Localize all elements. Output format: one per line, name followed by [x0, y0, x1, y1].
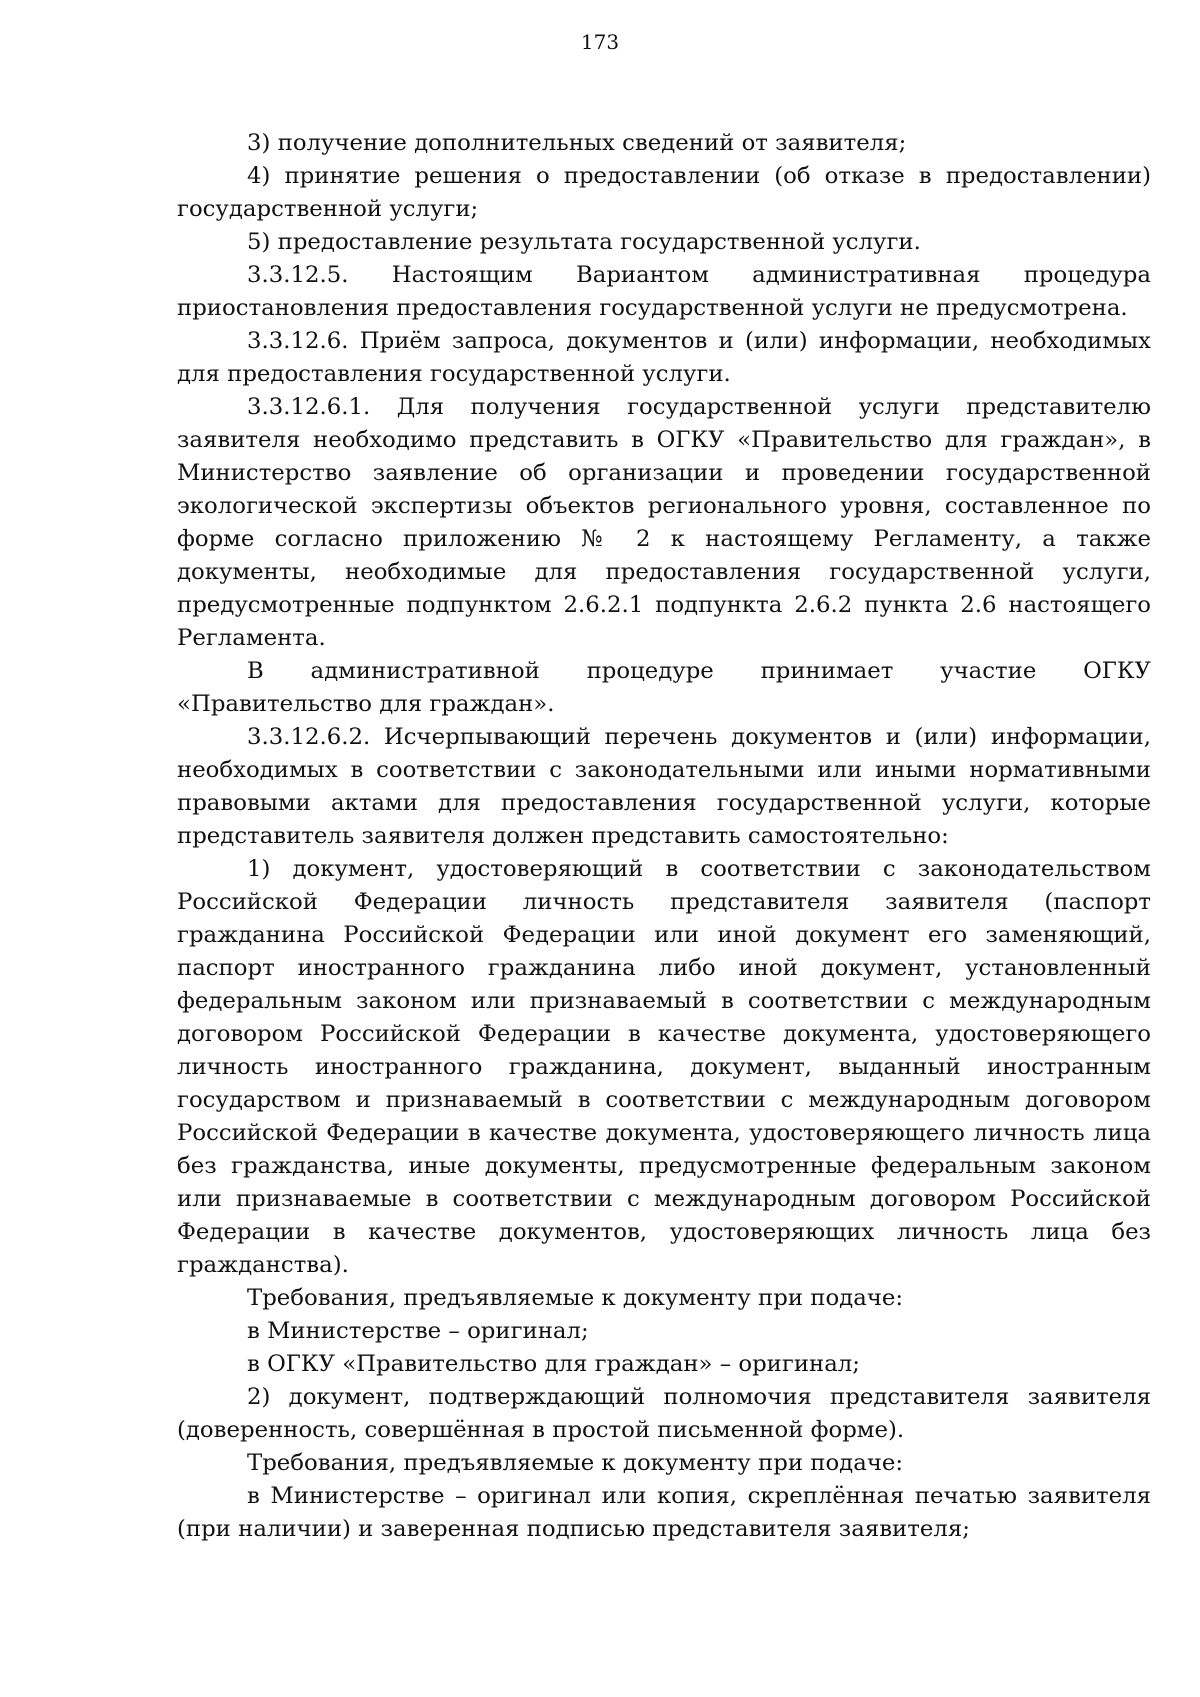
paragraph: в Министерстве – оригинал или копия, скреплённая печатью заявителя (при наличии) и заверенная подписью представителя заявителя; [177, 1483, 1151, 1542]
paragraph: 3.3.12.6.1. Для получения государственной услуги представителю заявителя необходимо представить в ОГКУ «Правительство для граждан», в Министерство заявление об организации и проведении государственной экологической экспертизы объектов регионального уровня, составленное по форме согласно приложению № 2 к настоящему Регламенту, а также документы, необходимые для предоставления государственной услуги, предусмотренные подпунктом 2.6.2.1 подпункта 2.6.2 пункта 2.6 настоящего Регламента. [177, 394, 1151, 651]
paragraph: 2) документ, подтверждающий полномочия представителя заявителя (доверенность, совершённая в простой письменной форме). [177, 1384, 1151, 1443]
document-body [177, 127, 1151, 1546]
paragraph: 1) документ, удостоверяющий в соответствии с законодательством Российской Федерации личность представителя заявителя (паспорт гражданина Российской Федерации или иной документ его заменяющий, паспорт иностранного гражданина либо иной документ, установленный федеральным законом или признаваемый в соответствии с международным договором Российской Федерации в качестве документа, удостоверяющего личность иностранного гражданина, документ, выданный иностранным государством и признаваемый в соответствии с международным договором Российской Федерации в качестве документа, удостоверяющего личность лица без гражданства, иные документы, предусмотренные федеральным законом или признаваемые в соответствии с международным договором Российской Федерации в качестве документов, удостоверяющих личность лица без гражданства). [177, 856, 1151, 1278]
paragraph: Требования, предъявляемые к документу при подаче: [247, 1450, 904, 1476]
paragraph: В административной процедуре принимает участие ОГКУ «Правительство для граждан». [177, 658, 1151, 717]
paragraph: в Министерстве – оригинал; [247, 1318, 589, 1344]
paragraph: в ОГКУ «Правительство для граждан» – оригинал; [247, 1351, 860, 1377]
paragraph: 3) получение дополнительных сведений от заявителя; [247, 130, 907, 156]
page-number: 173 [580, 30, 620, 54]
paragraph: 3.3.12.6. Приём запроса, документов и (или) информации, необходимых для предоставления государственной услуги. [177, 328, 1151, 387]
paragraph: 3.3.12.5. Настоящим Вариантом административная процедура приостановления предоставления государственной услуги не предусмотрена. [177, 262, 1151, 321]
paragraph: 5) предоставление результата государственной услуги. [247, 229, 921, 255]
paragraph: 4) принятие решения о предоставлении (об отказе в предоставлении) государственной услуги; [177, 163, 1151, 222]
paragraph: 3.3.12.6.2. Исчерпывающий перечень документов и (или) информации, необходимых в соответствии с законодательными или иными нормативными правовыми актами для предоставления государственной услуги, которые представитель заявителя должен представить самостоятельно: [177, 724, 1151, 849]
paragraph: Требования, предъявляемые к документу при подаче: [247, 1285, 904, 1311]
